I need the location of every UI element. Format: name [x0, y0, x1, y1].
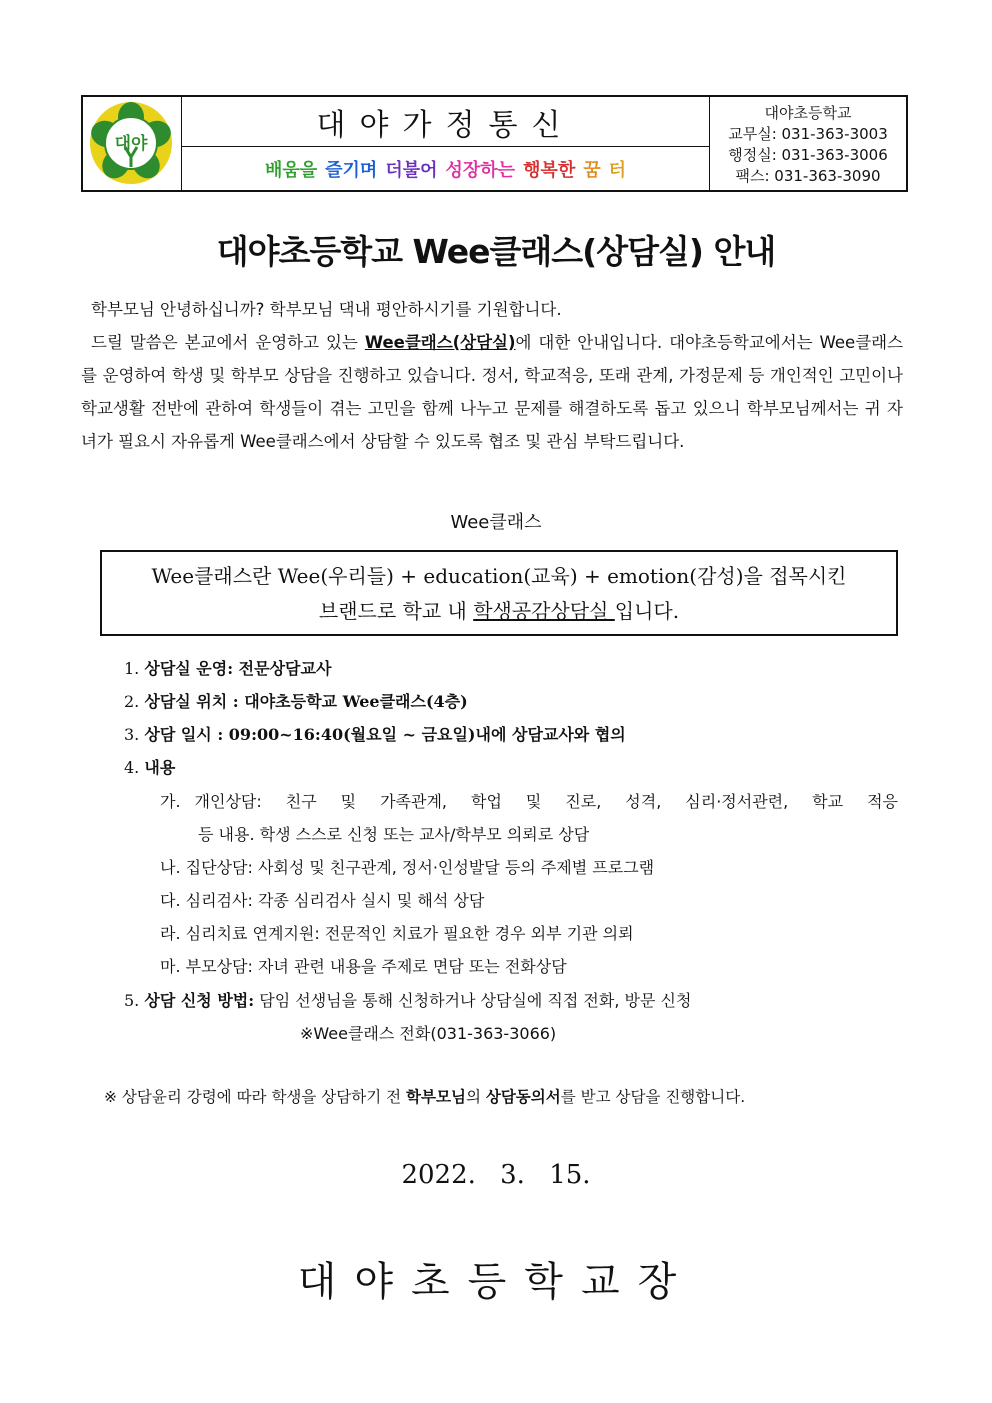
- content-text: 부모상담: 자녀 관련 내용을 주제로 면담 또는 전화상담: [185, 957, 567, 976]
- slogan: [182, 147, 709, 190]
- item-label: 상담 신청 방법:: [144, 991, 255, 1010]
- slogan-word: 행복한: [523, 159, 576, 181]
- logo-cell: [83, 97, 182, 190]
- content-item: [160, 917, 634, 950]
- item-text: 담임 선생님을 통해 신청하거나 상담실에 직접 전화, 방문 신청: [259, 991, 692, 1010]
- definition-line: Wee클래스란 Wee(우리들) + education(교육) + emotion(감성)을 접목시킨: [151, 564, 847, 588]
- newsletter-header: [81, 95, 908, 192]
- school-logo: [83, 97, 180, 190]
- content-item: [160, 851, 654, 884]
- item-number: 2.: [124, 692, 140, 711]
- content-line: [160, 785, 898, 818]
- intro-post: 에 대한 안내입니다. 대야초등학교에서는 Wee클래스를 운영하여 학생 및 학부모 상담을 진행하고 있습니다. 정서, 학교적응, 또래 관계, 가정문제 등 개인적인 고민이나 학교생활 전반에 관하여 학생들이 겪는 고민을 함께 나누고 문제를 해결하도록 돕고 있으니 학부모님께서는 귀 자녀가 필요시 자유롭게 Wee클래스에서 상담할 수 있도록 협조 및 관심 부탁드립니다.: [81, 333, 904, 451]
- definition-pre: 브랜드로 학교 내: [318, 599, 474, 623]
- note-post: 를 받고 상담을 진행합니다.: [560, 1088, 746, 1106]
- date: 2022. 3. 15.: [401, 1160, 591, 1190]
- contact-line: 교무실: 031-363-3003: [728, 125, 888, 143]
- slogan-word: 성장하는: [445, 159, 516, 181]
- slogan-word: 터: [608, 159, 627, 181]
- item-label: 상담실 위치 : 대야초등학교 Wee클래스(4층): [144, 692, 468, 711]
- intro-link-text: Wee클래스(상담실): [364, 333, 516, 352]
- slogan-word: 즐기며: [325, 159, 378, 181]
- item-number: 5.: [124, 991, 140, 1010]
- item-number: 4.: [124, 758, 140, 777]
- content-mark: 마.: [160, 957, 181, 976]
- slogan-word: 배움을: [264, 159, 318, 181]
- content-item: [160, 785, 898, 851]
- definition-box: [100, 550, 898, 636]
- principal-signature: 대야초등학교장: [297, 1259, 695, 1305]
- title-cell: [182, 97, 710, 190]
- content-mark: 다.: [160, 891, 181, 910]
- list-item: [124, 685, 468, 718]
- note-pre: ※ 상담윤리 강령에 따라 학생을 상담하기 전: [104, 1088, 407, 1106]
- list-item: [124, 751, 175, 784]
- phone-note: ※Wee클래스 전화(031-363-3066): [300, 1024, 557, 1043]
- item-label: 상담실 운영: 전문상담교사: [144, 659, 332, 678]
- content-mark: 나.: [160, 858, 181, 877]
- note-bold: 학부모님: [406, 1088, 466, 1106]
- list-item: [124, 984, 691, 1017]
- content-mark: 라.: [160, 924, 181, 943]
- consent-note: [104, 1085, 745, 1107]
- content-text: 집단상담: 사회성 및 친구관계, 정서·인성발달 등의 주제별 프로그램: [185, 858, 655, 877]
- logo-text: 대야: [114, 134, 148, 154]
- list-item: [124, 652, 331, 685]
- definition-line: [102, 594, 896, 629]
- contact-line: 행정실: 031-363-3006: [728, 146, 888, 164]
- slogan-word: 꿈: [583, 159, 601, 181]
- school-name: 대야초등학교: [764, 104, 852, 122]
- content-text: 개인상담: 친구 및 가족관계, 학업 및 진로, 성격, 심리·정서관련, 학교 적응: [194, 792, 898, 811]
- note-bold: 상담동의서: [485, 1088, 561, 1106]
- note-mid: 의: [465, 1088, 486, 1106]
- slogan-word: 더불어: [385, 159, 438, 181]
- contact-line: 팩스: 031-363-3090: [735, 167, 881, 185]
- content-text: 심리검사: 각종 심리검사 실시 및 해석 상담: [185, 891, 485, 910]
- content-item: [160, 950, 567, 983]
- item-number: 3.: [124, 725, 140, 744]
- content-mark: 가.: [160, 792, 181, 811]
- content-item: [160, 884, 484, 917]
- section-heading: Wee클래스: [450, 512, 542, 533]
- content-text: 심리치료 연계지원: 전문적인 치료가 필요한 경우 외부 기관 의뢰: [185, 924, 634, 943]
- greeting: [81, 293, 903, 326]
- list-item: [124, 718, 626, 751]
- greeting-text: 학부모님 안녕하십니까? 학부모님 댁내 평안하시기를 기원합니다.: [91, 300, 562, 319]
- item-number: 1.: [124, 659, 140, 678]
- definition-underlined: 학생공감상담실: [473, 599, 615, 623]
- content-continuation: 등 내용. 학생 스스로 신청 또는 교사/학부모 의뢰로 상담: [198, 825, 590, 844]
- page-title: 대야초등학교 Wee클래스(상담실) 안내: [216, 232, 776, 271]
- contact-cell: [710, 97, 906, 190]
- intro-pre: 드릴 말씀은 본교에서 운영하고 있는: [91, 333, 365, 352]
- item-label: 상담 일시 : 09:00~16:40(월요일 ~ 금요일)내에 상담교사와 협의: [144, 725, 626, 744]
- definition-post: 입니다.: [614, 599, 680, 623]
- intro-paragraph: [81, 326, 903, 458]
- item-label: 내용: [144, 758, 176, 777]
- newsletter-title: 대야가정통신: [182, 97, 709, 147]
